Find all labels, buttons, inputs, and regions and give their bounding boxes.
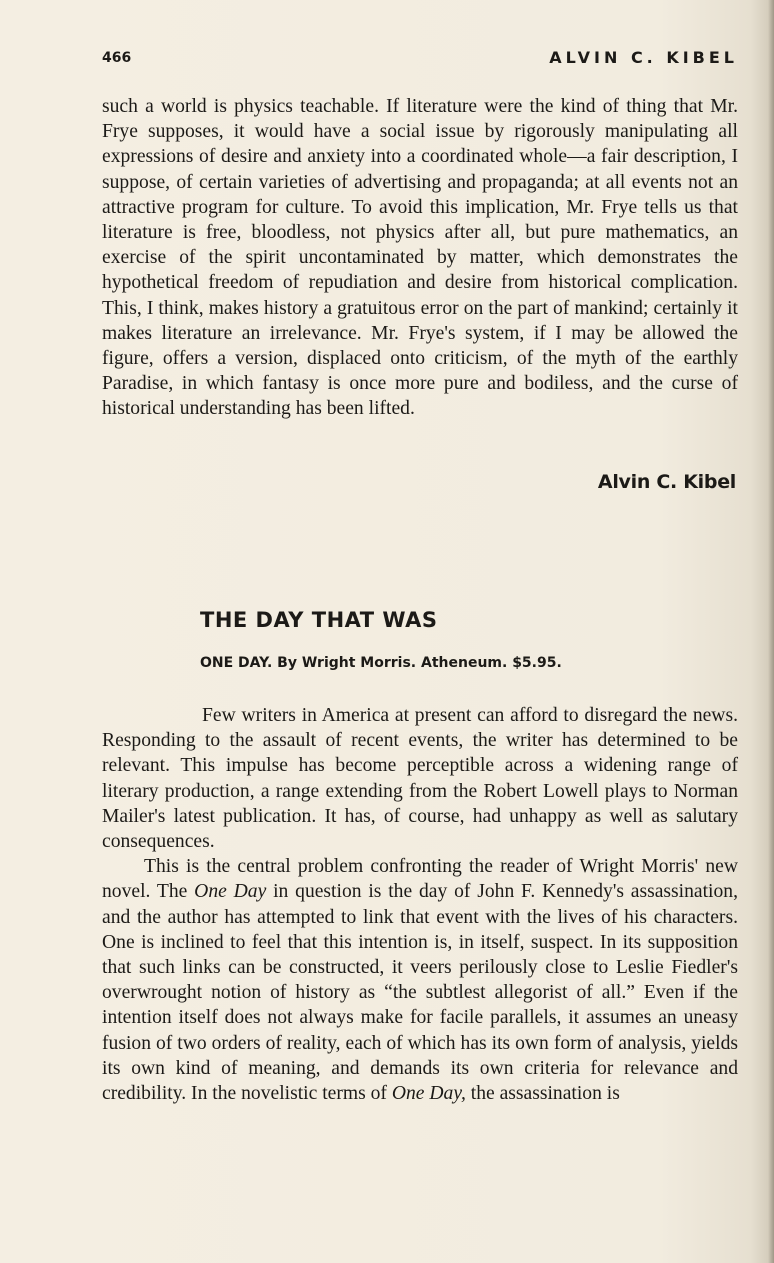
- paragraph: Few writers in America at present can afford to disregard the news. Responding to the assault of recent events, the writer has determined to be relevant. This impulse has become perceptible across a widening range of literary production, a range extending from the Robert Lowell plays to Norman Mailer's latest publication. It has, of course, had unhappy as well as salutary consequences.: [102, 705, 738, 853]
- text-run: This is the central problem confronting the reader of Wright Morris' new novel. The: [102, 856, 738, 903]
- review-body: [102, 703, 738, 1106]
- page-header: [102, 48, 738, 72]
- book-title-italic: One Day: [194, 881, 267, 903]
- author-signature: Alvin C. Kibel: [597, 471, 736, 493]
- page-edge-shadow: [768, 0, 774, 1263]
- review-title: THE DAY THAT WAS: [200, 608, 438, 632]
- book-title-italic: One Day,: [391, 1083, 466, 1105]
- running-head: ALVIN C. KIBEL: [549, 48, 738, 67]
- paragraph: such a world is physics teachable. If literature were the kind of thing that Mr. Frye supposes, it would have a social issue by rigorously manipulating all expressions of desire and anxiety into a coordinated whole—a fair description, I suppose, of certain varieties of advertising and propaganda; at all events not an attractive program for culture. To avoid this implication, Mr. Frye tells us that literature is free, bloodless, not physics after all, but pure mathematics, an exercise of the spirit uncontaminated by matter, which demonstrates the hypothetical freedom of repudiation and desire from historical complication. This, I think, makes history a gratuitous error on the part of mankind; certainly it makes literature an irrelevance. Mr. Frye's system, if I may be allowed the figure, offers a version, displaced onto criticism, of the myth of the earthly Paradise, in which fantasy is once more pure and bodiless, and the curse of historical understanding has been lifted.: [102, 96, 738, 420]
- book-info: ONE DAY. By Wright Morris. Atheneum. $5.95.: [200, 655, 562, 671]
- text-run: the assassination is: [465, 1083, 620, 1105]
- paragraph: [102, 854, 738, 1106]
- previous-review-ending: [102, 94, 738, 422]
- text-run: in question is the day of John F. Kennedy's assassination, and the author has attempted to link that event with the lives of his characters. One is inclined to feel that this intention is, in itself, suspect. In its supposition that such links can be constructed, it veers perilously close to Leslie Fiedler's overwrought notion of history as “the subtlest allegorist of all.” Even if the intention itself does not always make for facile parallels, it assumes an uneasy fusion of two orders of reality, each of which has its own form of analysis, yields its own kind of meaning, and demands its own criteria for relevance and credibility. In the novelistic terms of: [102, 881, 738, 1105]
- page-number: 466: [102, 50, 132, 66]
